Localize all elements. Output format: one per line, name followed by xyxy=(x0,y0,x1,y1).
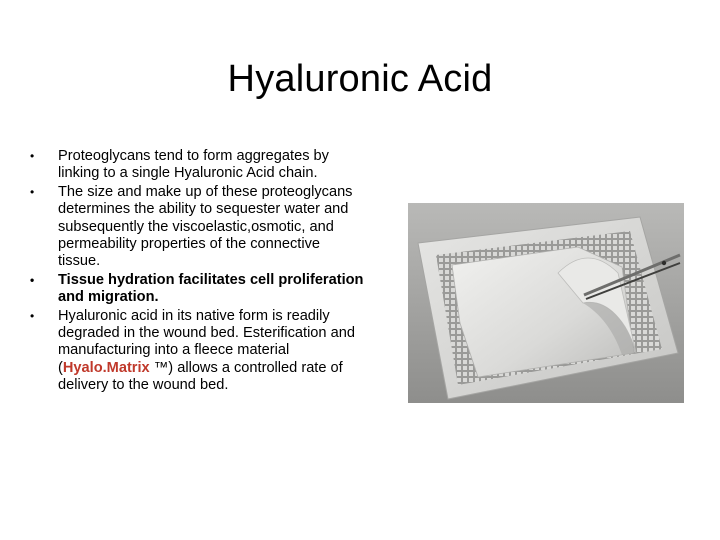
product-highlight: Hyalo.Matrix xyxy=(62,359,150,376)
slide-title: Hyaluronic Acid xyxy=(227,58,493,100)
bullet-text: The size and make up of these proteoglycans determines the ability to sequester water and subsequently the viscoelastic,osmotic, and permeability properties of the connective tissue. xyxy=(58,183,353,270)
bullet-marker: • xyxy=(30,184,35,199)
bullet-text-before: Hyaluronic acid in its native form is readily degraded in the wound bed. Esterification and manufacturing into a fleece material ( xyxy=(58,307,355,376)
fleece-photo xyxy=(408,203,684,403)
bullet-text xyxy=(58,308,355,394)
bullet-text: Proteoglycans tend to form aggregates by linking to a single Hyaluronic Acid chain. xyxy=(58,148,329,182)
bullet-item xyxy=(30,272,365,307)
bullet-marker: • xyxy=(30,149,35,163)
bullet-item xyxy=(30,308,365,395)
bullet-text: Tissue hydration facilitates cell proliferation and migration. xyxy=(58,271,364,306)
bullet-marker: • xyxy=(30,308,35,323)
bullet-item xyxy=(30,184,365,271)
bullet-text-after: ™) allows a controlled rate of delivery to the wound bed. xyxy=(58,359,343,394)
bullet-item xyxy=(30,148,365,183)
bullet-list xyxy=(30,148,365,396)
bullet-marker: • xyxy=(30,272,35,287)
